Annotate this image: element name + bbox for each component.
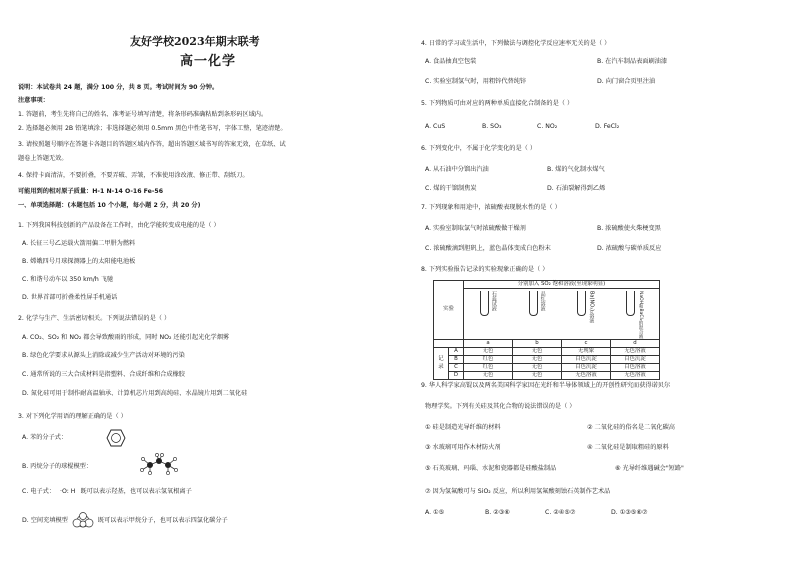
tube-letter: d (611, 339, 660, 347)
table-cell: 无色 (464, 371, 513, 379)
row-label: C (449, 363, 464, 371)
question-6-option-a: A. 从石油中分馏出汽油 (425, 166, 489, 173)
question-3-option-c (22, 488, 192, 496)
question-8-stem: 8. 下列实验报告记录的实验现象正确的是（ ） (421, 266, 549, 273)
tube-a (480, 291, 497, 316)
table-row (434, 363, 660, 371)
question-3-stem: 3. 对下列化学用语的理解正确的是（ ） (18, 413, 127, 420)
test-tube-icon (626, 291, 635, 316)
table-cell: 红色 (464, 363, 513, 371)
question-1-option-a: A. 长征三号乙运载火箭用偏二甲肼为燃料 (22, 240, 136, 247)
school-title: 友好学校2023年期末联考 (130, 35, 260, 48)
table-cell: 无色溶液 (611, 347, 660, 355)
space-filling-model-icon (72, 512, 94, 528)
table-cell: 无色溶液 (611, 371, 660, 379)
table-cell: 无色溶液 (562, 371, 611, 379)
table-row (434, 347, 660, 355)
question-5-option-b: B. SO₃ (482, 123, 502, 130)
question-3-option-d (22, 512, 228, 528)
question-9-item: ⑤ 石英玻璃、玛瑙、水泥和瓷器都是硅酸盐制品 (425, 465, 557, 472)
question-2-option-b: B. 绿色化学要求从源头上消除或减少生产活动对环境的污染 (22, 352, 185, 359)
option-c-text: 既可以表示羟基，也可以表示氢氧根离子 (80, 488, 192, 495)
test-tube-icon (529, 291, 538, 316)
table-row (434, 371, 660, 379)
test-tubes (464, 289, 659, 339)
experiment-table-wrapper (433, 280, 660, 380)
section-heading: 一、单项选择题：(本题包括 10 个小题，每小题 2 分，共 20 分) (18, 202, 201, 209)
question-6-option-b: B. 煤的气化制水煤气 (547, 166, 605, 173)
reagent-label: Ba(NO₃)₂溶液 (588, 291, 595, 324)
question-5-option-c: C. NO₂ (537, 123, 558, 130)
question-2-option-a: A. CO₂、SO₂ 和 NO₂ 都会导致酸雨的形成，同时 NO₂ 还能引起光化学烟雾 (22, 334, 230, 341)
table-cell: 白色沉淀 (562, 363, 611, 371)
question-7-stem: 7. 下列现象和用途中，浓硫酸表现脱水性的是（ ） (421, 204, 561, 211)
table-cell: 无现象 (562, 347, 611, 355)
notice-heading: 注意事项： (18, 97, 49, 104)
question-7-option-c: C. 浓硫酸滴到胆矾上，蓝色晶体变成白色粉末 (425, 245, 551, 252)
table-cell: 红色 (464, 355, 513, 363)
tube-letter: c (562, 339, 611, 347)
ball-and-stick-model-icon (138, 453, 180, 475)
question-5-option-d: D. FeCl₂ (595, 123, 620, 130)
question-9-stem-cont: 物理学奖。下列有关硅及其化合物的说法错误的是（ ） (425, 403, 576, 410)
test-tube-icon (577, 291, 586, 316)
question-9-item: ⑥ 光导纤维遇碱会"短路" (615, 465, 684, 472)
question-9-item: ② 二氧化硅的俗名是二氧化碳高 (587, 424, 675, 431)
question-7-option-d: D. 浓硫酸与碳单质反应 (597, 245, 662, 252)
table-cell: 无色 (513, 347, 562, 355)
question-3-option-a: A. 苯的分子式： (22, 434, 68, 441)
tubes-cell (464, 289, 660, 340)
question-4-stem: 4. 日常的学习或生活中，下列做法与调控化学反应速率无关的是（ ） (421, 40, 611, 47)
question-4-option-c: C. 实验室制氢气时，用粗锌代替纯锌 (425, 78, 527, 85)
experiment-label: 实验 (434, 281, 464, 340)
question-9-item: ① 硅是制造光导纤维的材料 (425, 424, 501, 431)
question-4-option-d: D. 向门窗合页里注油 (597, 78, 656, 85)
table-header: 分别加入 SO₂ 饱和溶液(至现象明显) (464, 281, 660, 289)
question-9-item: ④ 二氧化硅是制取粗硅的原料 (587, 444, 669, 451)
record-label: 记录 (434, 347, 449, 379)
table-cell: 无色 (513, 371, 562, 379)
question-9-option-c: C. ②④⑤⑦ (545, 509, 576, 516)
option-d-prefix: D. 空间充填模型 (22, 517, 68, 524)
reagent-label: 品红溶液 (539, 291, 546, 311)
benzene-ring-icon (106, 429, 126, 447)
question-9-option-a: A. ①⑤ (425, 509, 445, 516)
question-4-option-a: A. 食品抽真空包装 (425, 58, 477, 65)
question-9-option-d: D. ①③⑤⑥⑦ (611, 509, 648, 516)
notice-item: 1. 答题前，考生先将自己的姓名、准考证号填写清楚，将条形码准确粘贴到条形码区域内。 (18, 111, 268, 118)
option-d-text: 既可以表示甲烷分子，也可以表示四氯化碳分子 (97, 517, 228, 524)
tube-letter: a (464, 339, 513, 347)
question-5-stem: 5. 下列物质可由对应的两种单质直接化合制备的是（ ） (421, 100, 574, 107)
question-1-option-b: B. 嫦娥四号月球探测器上的太阳能电池板 (22, 258, 136, 265)
subject-title: 高一化学 (180, 54, 237, 69)
notice-item: 3. 请按照题号顺序在答题卡各题目的答题区域内作答，超出答题区域书写的答案无效，在草纸、试 (18, 141, 286, 148)
notice-item: 4. 保持卡面清洁，不要折叠，不要弄破、弄皱，不准使用涂改液、修正带、刮纸刀。 (18, 172, 249, 179)
question-2-stem: 2. 化学与生产、生活密切相关。下列说法错误的是（ ） (18, 315, 171, 322)
electron-formula: ·O: H (59, 488, 76, 495)
table-cell: 无色 (513, 355, 562, 363)
question-6-option-c: C. 煤的干馏制焦炭 (425, 185, 477, 192)
question-9-stem: 9. 华人科学家高锟以及两名美国科学家因在光纤和半导体领域上的开创性研究而获得诺贝尔 (421, 382, 671, 389)
row-label: D (449, 371, 464, 379)
question-4-option-b: B. 在汽车制品表面刷油漆 (597, 58, 668, 65)
question-5-option-a: A. CuS (425, 123, 446, 130)
tube-c (577, 291, 594, 323)
table-cell: 无色 (513, 363, 562, 371)
reagent-label: NaOH和BaCl₂的混合液 (638, 291, 644, 339)
tube-b (529, 291, 546, 316)
row-label: A (449, 347, 464, 355)
tube-letter: b (513, 339, 562, 347)
question-9-option-b: B. ②③⑥ (485, 509, 510, 516)
question-9-item: ③ 水玻璃可用作木材防火剂 (425, 444, 501, 451)
question-3-option-b: B. 丙烷分子的球棍模型： (22, 463, 93, 470)
table-cell: 白色沉淀 (562, 355, 611, 363)
question-6-option-d: D. 石油裂解得到乙烯 (547, 185, 606, 192)
question-9-item: ⑦ 因为氢氟酸可与 SiO₂ 反应，所以利用氢氟酸刻蚀石英制作艺术品 (425, 488, 611, 495)
question-6-stem: 6. 下列变化中，不属于化学变化的是（ ） (421, 145, 537, 152)
notice-item: 2. 选择题必须用 2B 铅笔填涂；非选择题必须用 0.5mm 黑色中性笔书写，字体工整，笔迹清楚。 (18, 125, 287, 132)
reagent-label: 石蕊试液 (490, 291, 497, 311)
table-cell: 白色沉淀 (611, 355, 660, 363)
question-1-stem: 1. 下列我国科技创新的产品设备在工作时，由化学能转变成电能的是（ ） (18, 222, 220, 229)
question-7-option-a: A. 实验室制取氯气时浓硫酸做干燥剂 (425, 225, 526, 232)
question-1-option-c: C. 和谐号动车以 350 km/h 飞驰 (22, 276, 114, 283)
exam-description: 说明：本试卷共 24 题，满分 100 分，共 8 页。考试时间为 90 分钟。 (18, 84, 219, 91)
question-2-option-d: D. 氮化硅可用于制作耐高温轴承、计算机芯片用到高纯硅、水晶镜片用到二氧化硅 (22, 390, 248, 397)
option-c-prefix: C. 电子式： (22, 488, 56, 495)
notice-item: 题卷上答题无效。 (18, 155, 68, 162)
test-tube-icon (480, 291, 489, 316)
question-1-option-d: D. 世界首部可折叠柔性屏手机通话 (22, 294, 118, 301)
tube-d (626, 291, 643, 339)
question-7-option-b: B. 浓硫酸使火柴梗变黑 (597, 225, 661, 232)
table-cell: 白色溶液 (611, 363, 660, 371)
row-label: B (449, 355, 464, 363)
table-row (434, 355, 660, 363)
question-2-option-c: C. 通常所说的三大合成材料是指塑料、合成纤维和合成橡胶 (22, 371, 185, 378)
experiment-table (433, 280, 660, 380)
atomic-mass-line: 可能用到的相对原子质量：H-1 N-14 O-16 Fe-56 (18, 188, 164, 195)
table-cell: 无色 (464, 347, 513, 355)
